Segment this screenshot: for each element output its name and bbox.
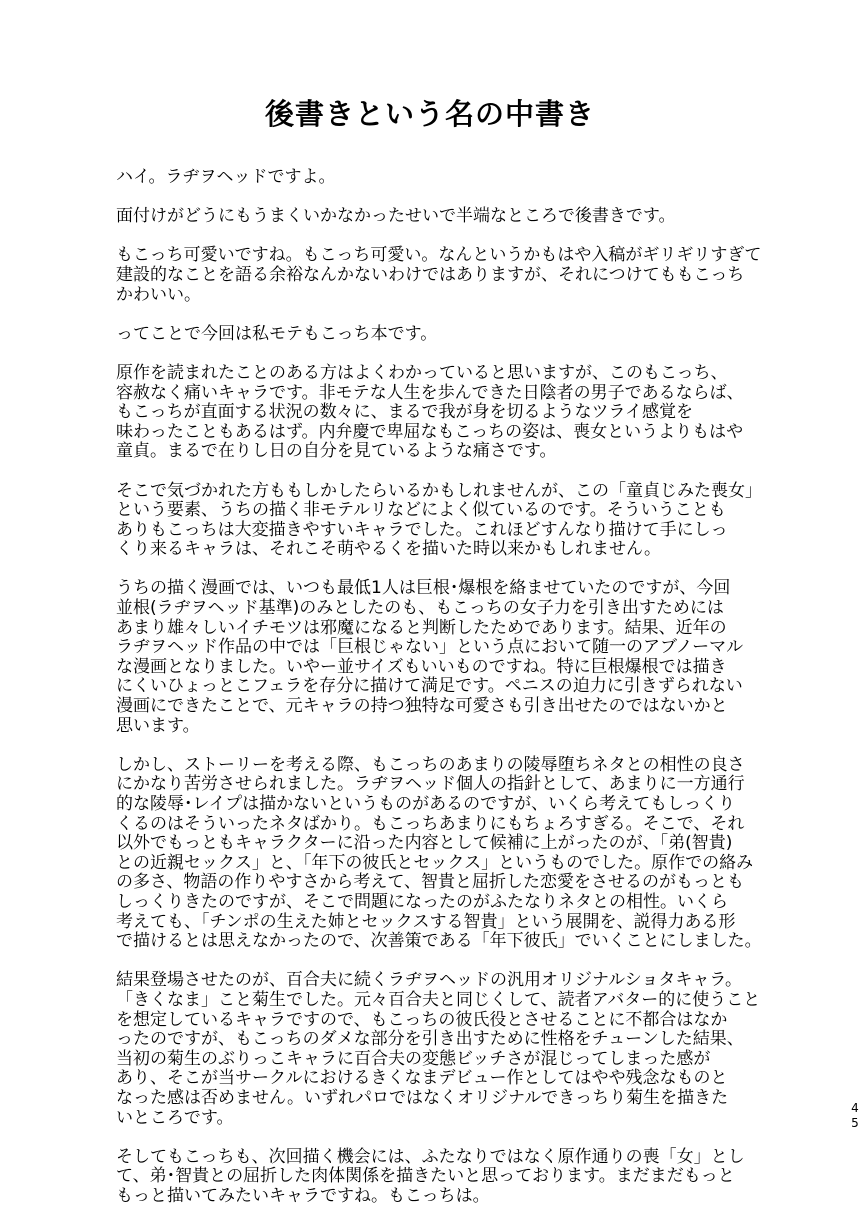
text-line: もこっちが直面する状況の数々に、まるで我が身を切るようなツライ感覚を <box>116 402 693 423</box>
text-line: 並根(ラヂヲヘッド基準)のみとしたのも、もこっちの女子力を引き出すためには <box>116 598 724 619</box>
text-line: くり来るキャラは、それこそ萌やるくを描いた時以来かもしれません。 <box>116 539 662 560</box>
text-line: もっと描いてみたいキャラですね。もこっちは。 <box>116 1185 490 1206</box>
page-number <box>850 1101 860 1131</box>
text-line: 原作を読まれたことのある方はよくわかっていると思いますが、このもこっち、 <box>116 362 728 383</box>
text-line: 童貞。まるで在りし日の自分を見ているような痛さです。 <box>116 441 557 462</box>
text-line: との近親セックス」と、「年下の彼氏とセックス」というものでした。原作での絡み <box>116 852 754 873</box>
paragraph <box>116 207 756 227</box>
text-line: かわいい。 <box>116 284 201 305</box>
paragraph <box>116 325 756 345</box>
text-line: いところです。 <box>116 1107 234 1128</box>
text-line: 建設的なことを語る余裕なんかないわけではありますが、それにつけてももこっち <box>116 264 745 285</box>
text-line: 「きくなま」こと菊生でした。元々百合夫と同じくして、読者アバター的に使うこと <box>116 989 761 1010</box>
text-line: にかなり苦労させられました。ラヂヲヘッド個人の指針として、あまりに一方通行 <box>116 774 745 795</box>
text-line: 当初の菊生のぶりっこキャラに百合夫の変態ビッチさが混じってしまった感が <box>116 1048 711 1069</box>
text-line: あまり雄々しいイチモツは邪魔になると判断したためであります。結果、近年の <box>116 617 727 638</box>
paragraph <box>116 480 762 560</box>
page-number-digit: 5 <box>851 1116 859 1130</box>
text-line: て、弟･智貴との屈折した肉体関係を描きたいと思っております。まだまだもっと <box>116 1166 735 1187</box>
afterword-body <box>116 167 762 1226</box>
text-line: 考えても、「チンポの生えた姉とセックスする智貴」という展開を、説得力ある形 <box>116 911 736 932</box>
text-line: 面付けがどうにもうまくいかなかったせいで半端なところで後書きです。 <box>116 206 676 227</box>
text-line: そしてもこっちも、次回描く機会には、ふたなりではなく原作通りの喪「女」とし <box>116 1146 745 1167</box>
paragraph <box>116 970 761 1128</box>
text-line: 以外でもっともキャラクターに沿った内容として候補に上がったのが、「弟(智貴) <box>116 833 733 854</box>
text-line: なった感は否めません。いずれパロではなくオリジナルできっちり菊生を描きた <box>116 1087 729 1108</box>
text-line: そこで気づかれた方ももしかしたらいるかもしれませんが、この「童貞じみた喪女」 <box>116 480 762 501</box>
text-line: 結果登場させたのが、百合夫に続くラヂヲヘッドの汎用オリジナルショタキャラ。 <box>116 970 743 991</box>
text-line: 容赦なく痛いキャラです。非モテな人生を歩んできた日陰者の男子であるならば、 <box>116 382 744 403</box>
text-line: を想定しているキャラですので、もこっちの彼氏役とさせることに不都合はなか <box>116 1009 728 1030</box>
text-line: ありもこっちは大変描きやすいキャラでした。これほどすんなり描けて手にしっ <box>116 519 728 540</box>
page-number-digit: 4 <box>851 1101 859 1115</box>
paragraph <box>116 364 756 462</box>
text-line: うちの描く漫画では、いつも最低1人は巨根･爆根を絡ませていたのですが、今回 <box>116 578 731 599</box>
text-line: ハイ。ラヂヲヘッドですよ。 <box>116 167 336 187</box>
text-line: もこっち可愛いですね。もこっち可愛い。なんというかもはや入稿がギリギリすぎて <box>116 245 762 266</box>
text-line: あり、そこが当サークルにおけるきくなまデビュー作としてはやや残念なものと <box>116 1068 728 1089</box>
text-line: 思います。 <box>116 715 200 736</box>
text-line: ったのですが、もこっちのダメな部分を引き出すために性格をチューンした結果、 <box>116 1029 744 1050</box>
text-line: しっくりきたのですが、そこで問題になったのがふたなりネタとの相性。いくら <box>116 891 728 912</box>
text-line: 漫画にできたことで、元キャラの持つ独特な可愛さも引き出せたのではないかと <box>116 696 728 717</box>
text-line: ラヂヲヘッド作品の中では「巨根じゃない」という点において随一のアブノーマル <box>116 637 744 658</box>
page-title: 後書きという名の中書き <box>264 97 595 131</box>
text-line: の多さ、物語の作りやすさから考えて、智貴と屈折した恋愛をさせるのがもっとも <box>116 872 744 893</box>
text-line: な漫画となりました。いやー並サイズもいいものですね。特に巨根爆根では描き <box>116 656 727 677</box>
paragraph <box>116 579 756 736</box>
text-line: 味わったこともあるはず。内弁慶で卑屈なもこっちの姿は、喪女というよりもはや <box>116 421 744 442</box>
text-line: にくいひょっとこフェラを存分に描けて満足です。ペニスの迫力に引きずられない <box>116 676 743 697</box>
paragraph <box>116 245 762 305</box>
text-line: で描けるとは思えなかったので、次善策である「年下彼氏」でいくことにしました。 <box>116 931 762 952</box>
paragraph <box>116 1148 756 1207</box>
paragraph <box>116 754 762 952</box>
text-line: ってことで今回は私モテもこっち本です。 <box>116 323 438 344</box>
text-line: くるのはそういったネタばかり。もこっちあまりにもちょろすぎる。そこで、それ <box>116 813 745 834</box>
paragraph <box>116 168 756 188</box>
text-line: という要素、うちの描く非モテルリなどによく似ているのです。そういうことも <box>116 500 726 521</box>
text-line: しかし、ストーリーを考える際、もこっちのあまりの陵辱堕ちネタとの相性の良さ <box>116 754 745 775</box>
text-line: 的な陵辱･レイプは描かないというものがあるのですが、いくら考えてもしっくり <box>116 794 736 814</box>
